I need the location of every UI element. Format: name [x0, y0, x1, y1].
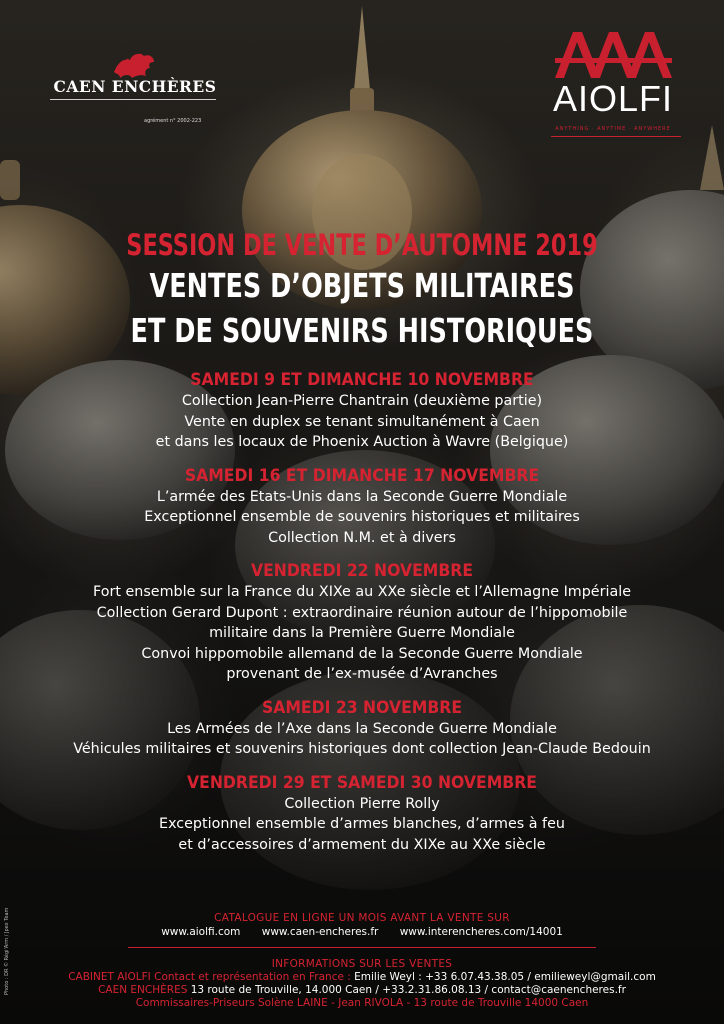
- session-line: et dans les locaux de Phoenix Auction à Wavre (Belgique): [155, 434, 569, 450]
- aiolfi-tagline: ANYTHING · ANYTIME · ANYWHERE: [555, 126, 671, 132]
- session-title: SESSION DE VENTE D’AUTOMNE 2019: [126, 228, 598, 262]
- info-aiolfi-label: CABINET AIOLFI Contact et représentation en France :: [68, 971, 355, 983]
- session-line: L’armée des Etats-Unis dans la Seconde Guerre Mondiale: [156, 488, 568, 505]
- session-line: Collection N.M. et à divers: [268, 529, 456, 546]
- agrement-number: agrément n° 2002-223: [144, 118, 202, 124]
- session-date: VENDREDI 22 NOVEMBRE: [250, 561, 474, 581]
- session-line: Collection Pierre Rolly: [284, 795, 440, 812]
- session-block: [0, 561, 724, 685]
- session-date: SAMEDI 23 NOVEMBRE: [261, 697, 463, 718]
- session-line: militaire dans la Première Guerre Mondiale: [209, 625, 515, 641]
- session-line: Convoi hippomobile allemand de la Seconde Guerre Mondiale: [141, 645, 583, 662]
- session-line: Fort ensemble sur la France du XIXe au XXe siècle et l’Allemagne Impériale: [93, 584, 631, 600]
- session-block: [0, 773, 724, 856]
- aiolfi-logo: [549, 30, 679, 142]
- photo-credit: Photo : DR © Régi'Arm / Jpex Team: [4, 907, 10, 995]
- sale-schedule: [0, 370, 724, 855]
- main-title-line-2: ET DE SOUVENIRS HISTORIQUES: [130, 311, 594, 350]
- link-interencheres[interactable]: www.interencheres.com/14001: [399, 926, 563, 938]
- session-line: provenant de l’ex-musée d’Avranches: [226, 666, 498, 682]
- aiolfi-name: AIOLFI: [552, 78, 674, 119]
- session-line: Collection Jean-Pierre Chantrain (deuxième partie): [181, 393, 543, 409]
- lion-emblem-icon: [110, 50, 158, 80]
- session-date: VENDREDI 29 ET SAMEDI 30 NOVEMBRE: [187, 772, 537, 793]
- session-date: SAMEDI 16 ET DIMANCHE 17 NOVEMBRE: [184, 465, 540, 486]
- info-auctioneers: Commissaires-Priseurs Solène LAINE - Jean RIVOLA - 13 route de Trouville 14000 Caen: [135, 997, 589, 1009]
- session-line: et d’accessoires d’armement du XIXe au XXe siècle: [178, 836, 546, 853]
- triple-a-mark-icon: [551, 30, 681, 80]
- catalogue-title: CATALOGUE EN LIGNE UN MOIS AVANT LA VENTE SUR: [214, 912, 510, 924]
- info-line-auctioneers: [0, 997, 724, 1010]
- link-caen-encheres[interactable]: www.caen-encheres.fr: [261, 926, 379, 938]
- caen-encheres-name: CAEN ENCHÈRES: [53, 77, 217, 96]
- info-caen-contact: 13 route de Trouville, 14.000 Caen / +33.2.31.86.08.13 / contact@caenencheres.fr: [190, 984, 626, 996]
- info-aiolfi-contact: Emilie Weyl : +33 6.07.43.38.05 / emilieweyl@gmail.com: [354, 971, 656, 983]
- footer-divider: [128, 947, 596, 948]
- info-title: INFORMATIONS SUR LES VENTES: [271, 958, 453, 970]
- main-title-line-1: VENTES D’OBJETS MILITAIRES: [149, 266, 575, 305]
- link-aiolfi[interactable]: www.aiolfi.com: [161, 926, 241, 938]
- session-date: SAMEDI 9 ET DIMANCHE 10 NOVEMBRE: [190, 370, 534, 390]
- info-caen-label: CAEN ENCHÈRES: [98, 984, 191, 996]
- session-block: [0, 370, 724, 453]
- session-line: Véhicules militaires et souvenirs historiques dont collection Jean-Claude Bedouin: [73, 741, 651, 757]
- session-line: Les Armées de l’Axe dans la Seconde Guerre Mondiale: [167, 720, 557, 737]
- session-line: Exceptionnel ensemble d’armes blanches, d’armes à feu: [159, 816, 565, 832]
- session-block: [0, 698, 724, 760]
- catalogue-links: [0, 925, 724, 939]
- info-line-caen: [0, 984, 724, 997]
- session-block: [0, 466, 724, 549]
- aiolfi-divider: [551, 136, 681, 137]
- session-line: Vente en duplex se tenant simultanément à Caen: [184, 413, 540, 430]
- caen-encheres-logo: [50, 50, 220, 130]
- footer: [0, 911, 724, 1010]
- info-line-aiolfi: [0, 971, 724, 984]
- session-line: Exceptionnel ensemble de souvenirs historiques et militaires: [144, 509, 580, 525]
- session-line: Collection Gerard Dupont : extraordinaire réunion autour de l’hippomobile: [96, 604, 628, 621]
- logo-divider: [50, 99, 216, 100]
